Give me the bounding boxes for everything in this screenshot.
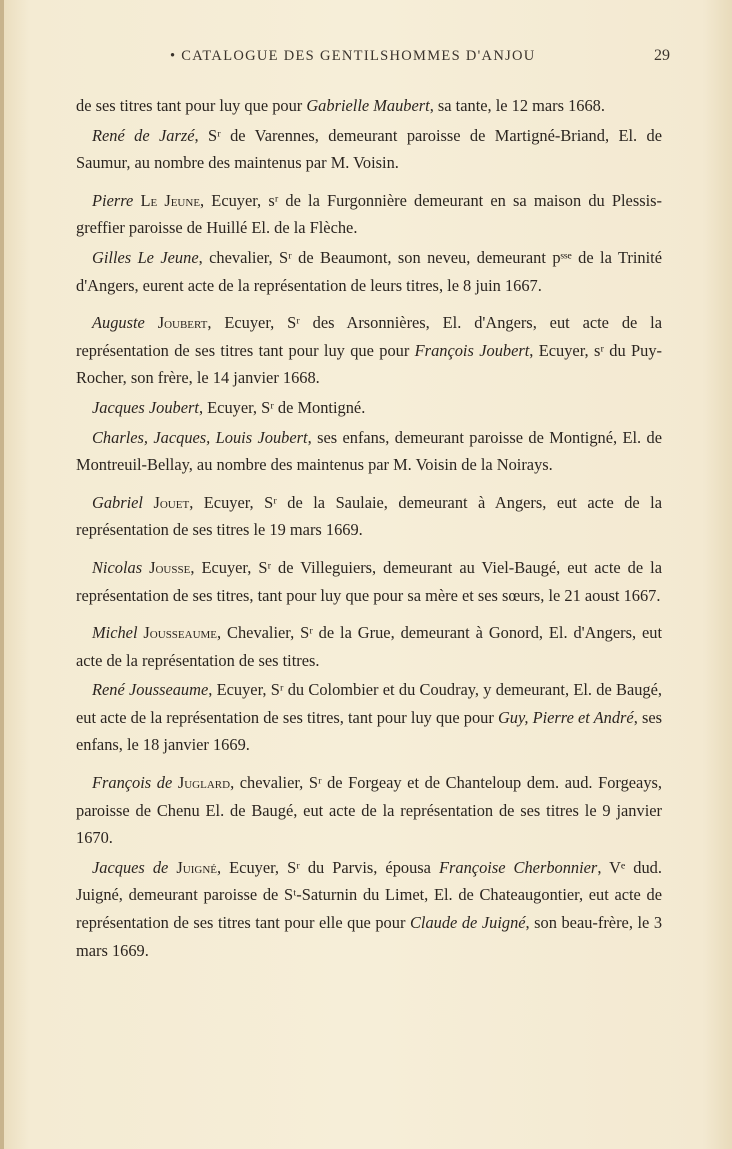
page-number: 29: [654, 47, 670, 64]
italic-text: François Joubert: [414, 340, 530, 360]
surname-text: Jousse: [149, 557, 191, 577]
entry-paragraph: [76, 244, 662, 299]
italic-text: Guy, Pierre et André: [497, 707, 634, 727]
entry-text: , Vᵉ dud. Juigné, demeurant paroisse de Sᵗ-Saturnin du Limet, El. de Chateaugontier, eut acte de représentation de ses titres tant pour elle que pour: [76, 857, 662, 933]
entry-text: , Ecuyer, sʳ de la Furgonnière demeurant en sa maison du Plessis-greffier paroisse de Huillé El. de la Flèche.: [76, 190, 662, 238]
italic-text: Nicolas: [92, 557, 150, 577]
entry-paragraph: [76, 619, 662, 674]
surname-text: Juglard: [177, 773, 231, 793]
surname-text: Jouet: [153, 492, 190, 512]
page-body: [76, 92, 662, 964]
italic-text: René de Jarzé: [92, 125, 195, 145]
entry-text: , Ecuyer, Sʳ de Villeguiers, demeurant au Viel-Baugé, eut acte de la représentation de ses titres, tant pour luy que pour sa mère et ses sœurs, le 21 aoust 1667.: [76, 557, 662, 605]
italic-text: Michel: [92, 623, 144, 643]
surname-text: Juigné: [176, 857, 217, 877]
surname-text: Joubert: [157, 313, 208, 333]
entry-text: , sa tante, le 12 mars 1668.: [429, 96, 605, 115]
surname-text: Le Jeune: [140, 190, 201, 210]
entry-paragraph: [76, 489, 662, 544]
entry-text: , ses enfans, demeurant paroisse de Montigné, El. de Montreuil-Bellay, au nombre des maintenus par M. Voisin de la Noirays.: [76, 427, 663, 475]
italic-text: Pierre: [92, 190, 141, 210]
italic-text: René Jousseaume: [92, 680, 209, 700]
italic-text: Gabriel: [92, 492, 154, 512]
entry-text: , Ecuyer, Sʳ de la Saulaie, demeurant à Angers, eut acte de la représentation de ses titres le 19 mars 1669.: [76, 492, 662, 540]
entry-text: , Chevalier, Sʳ de la Grue, demeurant à Gonord, El. d'Angers, eut acte de la représentation de ses titres.: [76, 623, 662, 670]
italic-text: François de: [92, 773, 178, 793]
italic-text: Claude de Juigné: [409, 913, 526, 933]
italic-text: Jacques Joubert: [92, 397, 199, 417]
entry-text: , Sʳ de Varennes, demeurant paroisse de Martigné-Briand, El. de Saumur, au nombre des maintenus par M. Voisin.: [76, 125, 662, 173]
entry-text: , Ecuyer, Sʳ du Colombier et du Coudray, y demeurant, El. de Baugé, eut acte de la représentation de ses titres, tant pour luy que pour: [76, 680, 662, 727]
italic-text: Charles, Jacques, Louis Joubert: [92, 427, 308, 447]
entry-paragraph: [76, 424, 662, 479]
entry-paragraph: [76, 187, 662, 242]
italic-text: Gabrielle Maubert: [306, 96, 430, 115]
italic-text: Françoise Cherbonnier: [439, 857, 598, 877]
entry-text: , chevalier, Sʳ de Forgeay et de Chanteloup dem. aud. Forgeays, paroisse de Chenu El. de Baugé, eut acte de la représentation de ses titres le 9 janvier 1670.: [76, 773, 662, 848]
entry-paragraph: [76, 394, 662, 422]
running-title: • CATALOGUE DES GENTILSHOMMES D'ANJOU: [170, 48, 536, 64]
entry-paragraph: [76, 92, 662, 120]
entry-paragraph: [76, 309, 662, 392]
entry-text: , son beau-frère, le 3 mars 1669.: [76, 913, 663, 960]
entry-text: , Ecuyer, Sʳ de Montigné.: [198, 397, 366, 417]
entry-text: de ses titres tant pour luy que pour: [76, 96, 307, 115]
entry-paragraph: [76, 769, 662, 852]
entry-text: , chevalier, Sʳ de Beaumont, son neveu, demeurant pˢˢᵉ de la Trinité d'Angers, eurent acte de la représentation de leurs titres, le 8 juin 1667.: [76, 247, 662, 295]
entry-text: , Ecuyer, Sʳ du Parvis, épousa: [217, 857, 440, 877]
italic-text: Gilles Le Jeune: [92, 247, 199, 267]
entry-text: , Ecuyer, sʳ du Puy-Rocher, son frère, le 14 janvier 1668.: [76, 340, 662, 388]
entry-paragraph: [76, 676, 662, 759]
italic-text: Jacques de: [92, 857, 177, 877]
running-header: [170, 48, 670, 70]
italic-text: Auguste: [92, 313, 158, 333]
entry-text: , ses enfans, le 18 janvier 1669.: [76, 707, 662, 755]
entry-paragraph: [76, 854, 662, 964]
page-edge: [0, 0, 4, 1149]
entry-text: , Ecuyer, Sʳ des Arsonnières, El. d'Angers, eut acte de la représentation de ses titres tant pour luy que pour: [76, 313, 663, 360]
entry-paragraph: [76, 122, 662, 177]
entry-paragraph: [76, 554, 662, 609]
surname-text: Jousseaume: [143, 623, 218, 643]
